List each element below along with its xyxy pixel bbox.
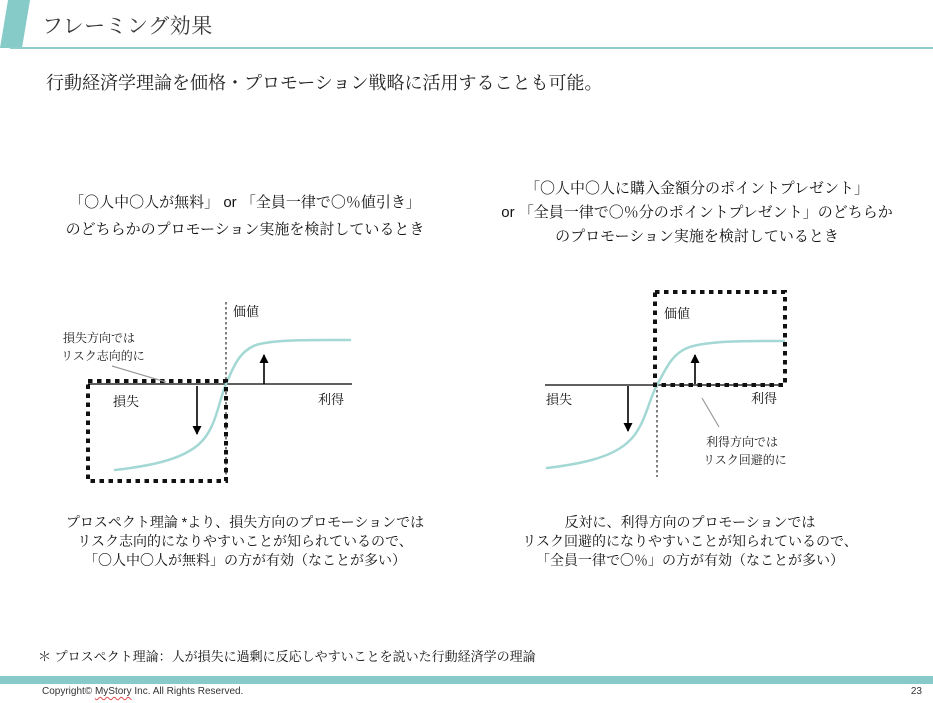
right-annotation-line1: 利得方向では [706, 435, 779, 449]
copyright-suffix: Inc. All Rights Reserved. [131, 686, 244, 697]
right-conclusion [468, 513, 912, 570]
right-conclusion-line2: リスク回避的になりやすいことが知られているので、 [522, 533, 858, 549]
left-conclusion-line3: 「〇人中〇人が無料」の方が有効（なことが多い） [84, 552, 406, 568]
right-scenario-line1: 「〇人中〇人に購入金額分のポイントプレゼント」 [525, 180, 869, 197]
right-gain-label: 利得 [751, 391, 778, 406]
left-annotation-pointer-line [112, 366, 166, 382]
right-scenario-line2: or 「全員一律で〇％分のポイントプレゼント」のどちらか [501, 204, 893, 221]
left-scenario-header [28, 189, 462, 243]
left-value-curve [115, 340, 350, 470]
right-scenario-line3: のプロモーション実施を検討しているとき [555, 228, 839, 245]
left-value-function-chart [50, 295, 370, 490]
right-conclusion-line3: 「全員一律で〇％」の方が有効（なことが多い） [536, 552, 844, 568]
title-divider [10, 47, 933, 49]
left-loss-label: 損失 [113, 394, 140, 409]
subtitle: 行動経済学理論を価格・プロモーション戦略に活用することも可能。 [46, 73, 603, 93]
copyright-text [42, 686, 243, 697]
left-value-label: 価値 [233, 304, 260, 319]
right-annotation-pointer-line [702, 398, 719, 427]
page-title: フレーミング効果 [42, 15, 213, 38]
left-scenario-line1: 「〇人中〇人が無料」 or 「全員一律で〇％値引き」 [69, 194, 421, 211]
right-conclusion-line1: 反対に、利得方向のプロモーションでは [564, 514, 816, 530]
copyright-prefix: Copyright© [42, 686, 95, 697]
left-conclusion-line2: リスク志向的になりやすいことが知られているので、 [77, 533, 413, 549]
left-annotation-line1: 損失方向では [63, 331, 136, 345]
right-value-label: 価値 [664, 306, 691, 321]
accent-parallelogram [0, 0, 32, 48]
footer-accent-bar [0, 676, 933, 684]
right-scenario-header [463, 177, 931, 249]
page-number: 23 [910, 686, 922, 697]
right-annotation-line2: リスク回避的に [703, 453, 787, 467]
company-name: MyStory [94, 686, 132, 697]
right-value-function-chart [535, 285, 800, 480]
left-gain-label: 利得 [318, 392, 345, 407]
left-annotation-line2: リスク志向的に [61, 349, 145, 363]
left-loss-highlight-box [88, 381, 226, 481]
left-conclusion [28, 513, 462, 570]
left-scenario-line2: のどちらかのプロモーション実施を検討しているとき [65, 221, 425, 238]
right-loss-label: 損失 [546, 392, 573, 407]
left-conclusion-line1: プロスペクト理論 *より、損失方向のプロモーションでは [65, 514, 425, 530]
footnote: ＊ プロスペクト理論：人が損失に過剰に反応しやすいことを説いた行動経済学の理論 [38, 649, 536, 664]
